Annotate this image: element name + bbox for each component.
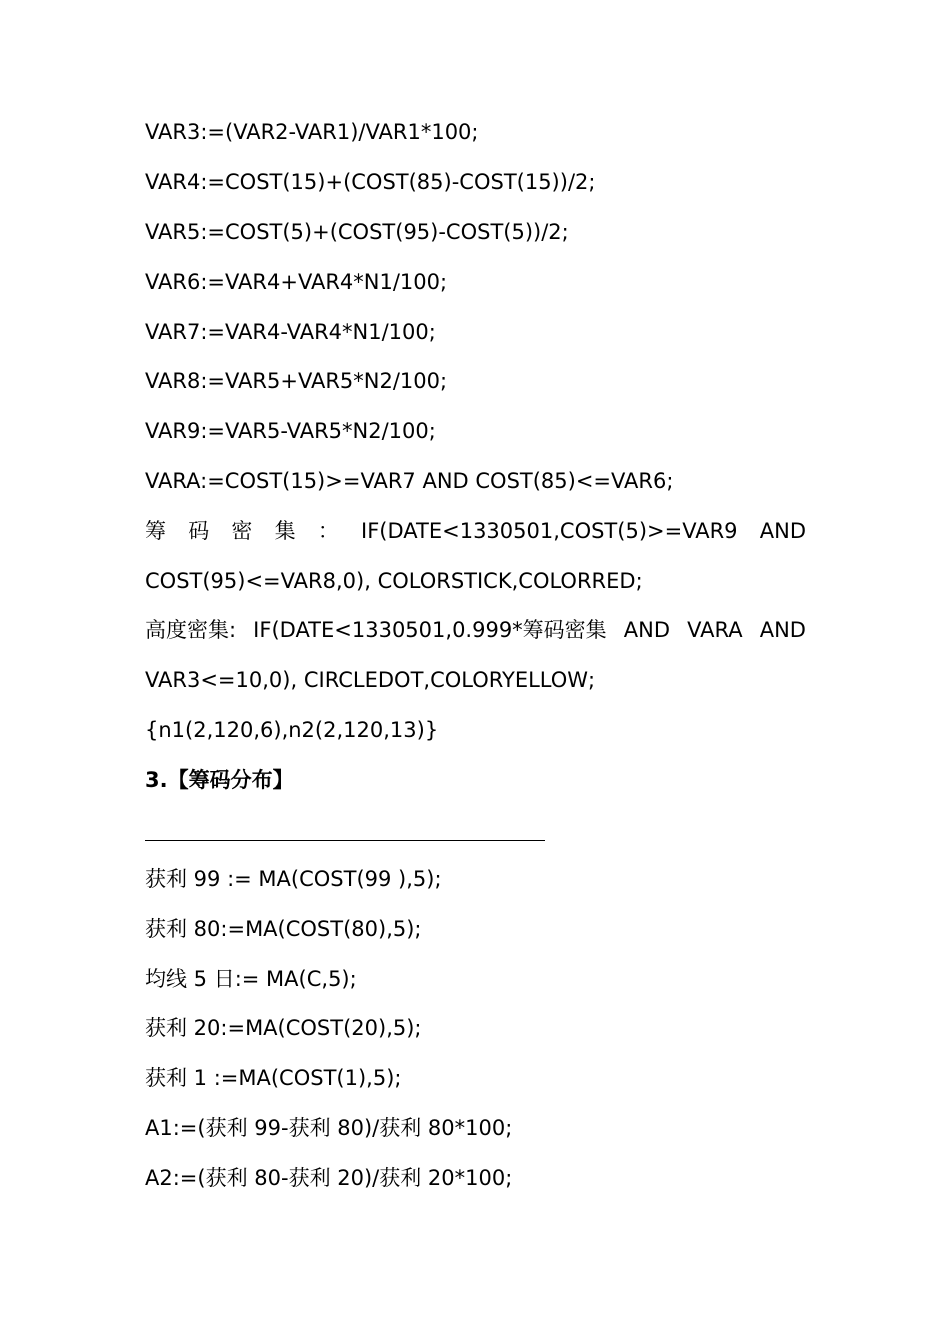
- gaodu-expr: IF(DATE<1330501,0.999*筹码密集: [253, 618, 607, 642]
- chouma-char-1: 筹: [145, 519, 166, 543]
- horizontal-rule: [145, 840, 545, 841]
- chouma-char-3: 密: [231, 519, 253, 543]
- code-line-var7: VAR7:=VAR4-VAR4*N1/100;: [145, 320, 436, 344]
- code-line-var6: VAR6:=VAR4+VAR4*N1/100;: [145, 270, 448, 294]
- code-line-huoli-80: 获利 80:=MA(COST(80),5);: [145, 917, 422, 941]
- code-line-huoli-1: 获利 1 :=MA(COST(1),5);: [145, 1066, 402, 1090]
- code-line-a2: A2:=(获利 80-获利 20)/获利 20*100;: [145, 1166, 513, 1190]
- code-line-a1: A1:=(获利 99-获利 80)/获利 80*100;: [145, 1116, 513, 1140]
- code-line-huoli-20: 获利 20:=MA(COST(20),5);: [145, 1016, 422, 1040]
- section-heading: 3.【筹码分布】: [145, 768, 294, 792]
- code-line-chouma-1: [145, 516, 806, 546]
- code-line-vara: VARA:=COST(15)>=VAR7 AND COST(85)<=VAR6;: [145, 469, 674, 493]
- code-line-junxian-5: 均线 5 日:= MA(C,5);: [145, 967, 357, 991]
- code-line-var3: VAR3:=(VAR2-VAR1)/VAR1*100;: [145, 120, 479, 144]
- chouma-char-2: 码: [188, 519, 210, 543]
- code-line-gaodu-1: [145, 615, 806, 645]
- chouma-colon: ：: [317, 519, 339, 543]
- code-line-huoli-99: 获利 99 := MA(COST(99 ),5);: [145, 867, 442, 891]
- gaodu-label: 高度密集:: [145, 618, 237, 642]
- gaodu-and-2: AND: [759, 618, 806, 642]
- gaodu-vara: VARA: [687, 618, 743, 642]
- code-line-params: {n1(2,120,6),n2(2,120,13)}: [145, 718, 439, 742]
- chouma-char-4: 集: [274, 519, 296, 543]
- chouma-and: AND: [759, 519, 806, 543]
- chouma-expr: IF(DATE<1330501,COST(5)>=VAR9: [361, 519, 738, 543]
- code-line-var4: VAR4:=COST(15)+(COST(85)-COST(15))/2;: [145, 170, 596, 194]
- code-line-var8: VAR8:=VAR5+VAR5*N2/100;: [145, 369, 448, 393]
- code-line-var9: VAR9:=VAR5-VAR5*N2/100;: [145, 419, 436, 443]
- code-line-var5: VAR5:=COST(5)+(COST(95)-COST(5))/2;: [145, 220, 569, 244]
- code-line-chouma-2: COST(95)<=VAR8,0), COLORSTICK,COLORRED;: [145, 569, 643, 593]
- gaodu-and-1: AND: [623, 618, 671, 642]
- code-line-gaodu-2: VAR3<=10,0), CIRCLEDOT,COLORYELLOW;: [145, 668, 596, 692]
